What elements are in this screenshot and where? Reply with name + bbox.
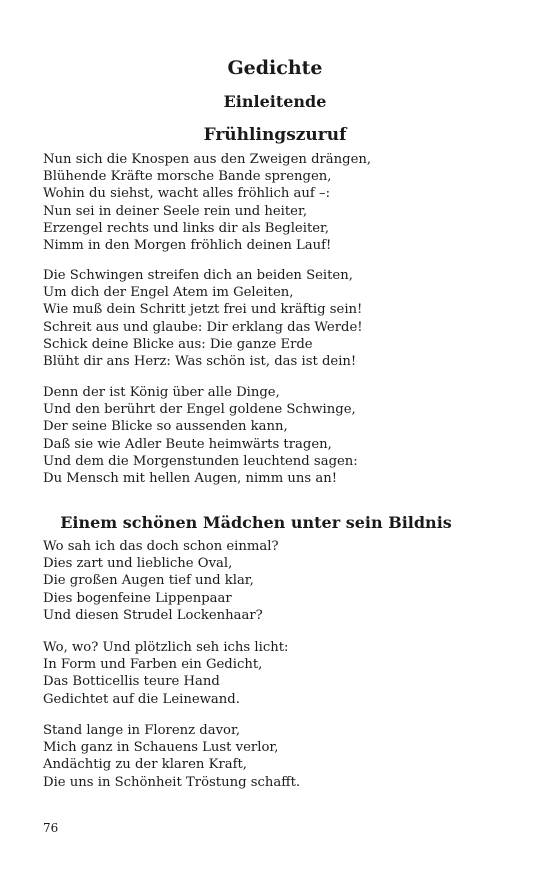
poem-line: Gedichtet auf die Leinewand. xyxy=(43,691,240,707)
stanza xyxy=(43,151,513,254)
poem-line: Wo, wo? Und plötzlich seh ichs licht: xyxy=(43,640,289,655)
stanza xyxy=(43,722,513,791)
poem-line: Erzengel rechts und links dir als Begleiter, xyxy=(43,220,330,236)
poem-line: Mich ganz in Schauens Lust verlor, xyxy=(43,740,279,756)
poem-line: Und diesen Strudel Lockenhaar? xyxy=(43,607,263,623)
poem-line: Schreit aus und glaube: Dir erklang das Werde! xyxy=(43,319,363,335)
poem-line: Dies bogenfeine Lippenpaar xyxy=(43,590,232,606)
poem-line: Schick deine Blicke aus: Die ganze Erde xyxy=(43,336,313,352)
poem-line: Und dem die Morgenstunden leuchtend sagen: xyxy=(43,453,358,469)
poem-line: Die uns in Schönheit Tröstung schafft. xyxy=(43,774,301,790)
poem-line: Die großen Augen tief und klar, xyxy=(43,573,254,589)
poem-line: Das Botticellis teure Hand xyxy=(43,674,220,690)
poem-title: Frühlingszuruf xyxy=(203,125,347,145)
poem-line: Nimm in den Morgen fröhlich deinen Lauf! xyxy=(43,238,332,254)
stanza xyxy=(43,538,513,624)
poem-line: Nun sich die Knospen aus den Zweigen drängen, xyxy=(43,152,372,167)
poem-line: Wo sah ich das doch schon einmal? xyxy=(43,539,279,554)
page-number: 76 xyxy=(43,821,59,835)
poem-line: Nun sei in deiner Seele rein und heiter, xyxy=(43,203,308,219)
poem-line: Und den berührt der Engel goldene Schwinge, xyxy=(43,402,356,418)
poem-line: Um dich der Engel Atem im Geleiten, xyxy=(43,285,294,301)
section-title: Gedichte xyxy=(227,57,323,79)
poem-line: Wohin du siehst, wacht alles fröhlich auf –: xyxy=(43,186,331,202)
poem-line: Die Schwingen streifen dich an beiden Seiten, xyxy=(43,268,353,283)
poem-line: Dies zart und liebliche Oval, xyxy=(43,556,233,572)
poem-line: Andächtig zu der klaren Kraft, xyxy=(43,757,247,773)
poem-line: Wie muß dein Schritt jetzt frei und kräftig sein! xyxy=(43,302,363,318)
subsection-title: Einleitende xyxy=(223,92,327,111)
poem-line: In Form und Farben ein Gedicht, xyxy=(43,657,263,673)
poem-line: Der seine Blicke so aussenden kann, xyxy=(43,419,288,435)
poem-line: Denn der ist König über alle Dinge, xyxy=(43,385,280,400)
poem-line: Blühende Kräfte morsche Bande sprengen, xyxy=(43,169,332,185)
poem-line: Blüht dir ans Herz: Was schön ist, das ist dein! xyxy=(43,354,357,370)
poem-line: Stand lange in Florenz davor, xyxy=(43,723,241,738)
stanza xyxy=(43,384,513,487)
poem-title: Einem schönen Mädchen unter sein Bildnis xyxy=(60,513,452,532)
poem-line: Du Mensch mit hellen Augen, nimm uns an! xyxy=(43,471,337,487)
stanza xyxy=(43,267,513,370)
stanza xyxy=(43,639,513,708)
poem-line: Daß sie wie Adler Beute heimwärts tragen, xyxy=(43,436,332,452)
